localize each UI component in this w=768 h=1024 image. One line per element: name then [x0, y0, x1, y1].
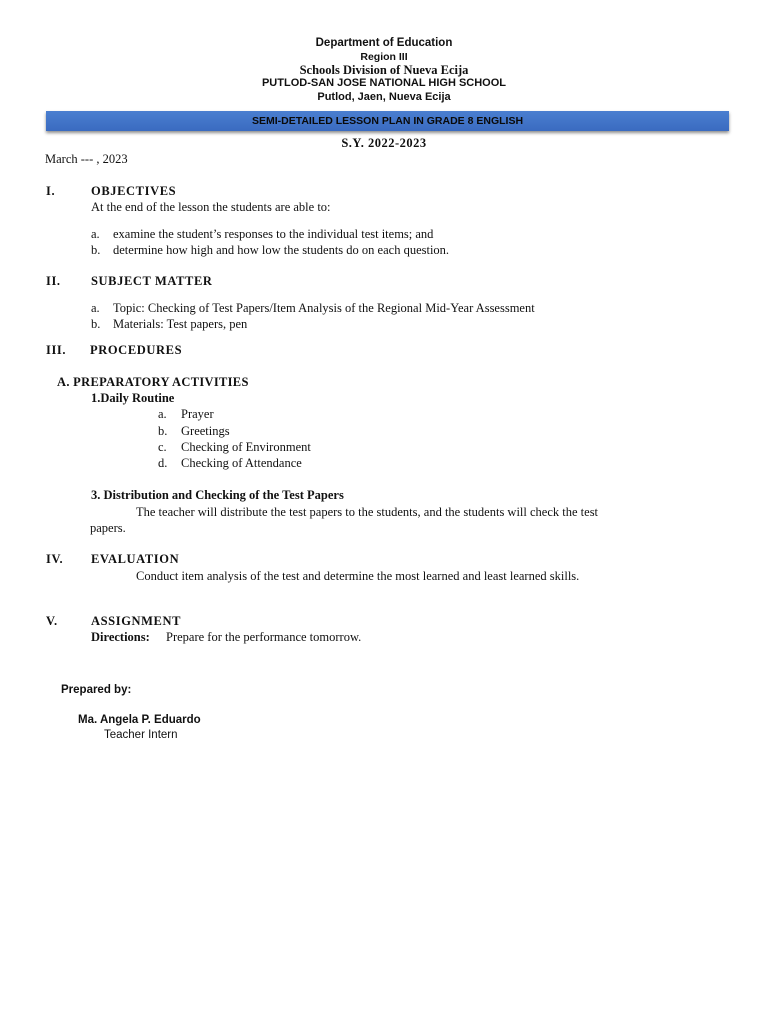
section-title-subject-matter: SUBJECT MATTER: [91, 274, 213, 288]
section-title-procedures: PROCEDURES: [90, 343, 183, 357]
lesson-date: March --- , 2023: [45, 152, 128, 166]
routine-item: Prayer: [181, 407, 214, 421]
section-numeral-evaluation: IV.: [46, 552, 64, 566]
evaluation-text: Conduct item analysis of the test and determine the most learned and least learned skills.: [136, 569, 580, 583]
division-name: Schools Division of Nueva Ecija: [299, 63, 469, 77]
objective-item: determine how high and how low the students do on each question.: [113, 243, 450, 257]
routine-marker: d.: [158, 456, 168, 470]
subject-materials: Materials: Test papers, pen: [113, 317, 248, 331]
directions-text: Prepare for the performance tomorrow.: [166, 630, 362, 644]
school-name: PUTLOD-SAN JOSE NATIONAL HIGH SCHOOL: [261, 77, 507, 89]
region-name: Region III: [360, 51, 408, 63]
school-address: Putlod, Jaen, Nueva Ecija: [317, 91, 451, 103]
routine-marker: a.: [158, 407, 167, 421]
daily-routine-heading: 1.Daily Routine: [91, 391, 175, 405]
preparer-role: Teacher Intern: [104, 729, 178, 741]
section-title-objectives: OBJECTIVES: [91, 184, 177, 198]
objective-item: examine the student’s responses to the individual test items; and: [113, 227, 434, 241]
section-title-evaluation: EVALUATION: [91, 552, 180, 566]
section-numeral-procedures: III.: [46, 343, 67, 357]
department-name: Department of Education: [315, 37, 453, 49]
routine-item: Greetings: [181, 424, 230, 438]
routine-marker: c.: [158, 440, 167, 454]
objectives-intro: At the end of the lesson the students are able to:: [91, 200, 331, 214]
directions-label: Directions:: [91, 630, 150, 644]
objective-marker: b.: [91, 243, 101, 257]
section-title-assignment: ASSIGNMENT: [91, 614, 182, 628]
section-numeral-assignment: V.: [46, 614, 58, 628]
subject-marker: a.: [91, 301, 100, 315]
lesson-plan-banner: SEMI-DETAILED LESSON PLAN IN GRADE 8 ENGLISH: [46, 111, 729, 131]
section-numeral-subject-matter: II.: [46, 274, 61, 288]
subject-topic: Topic: Checking of Test Papers/Item Analysis of the Regional Mid-Year Assessment: [113, 301, 535, 315]
routine-item: Checking of Attendance: [181, 456, 302, 470]
distribution-text-continued: papers.: [90, 521, 126, 535]
objective-marker: a.: [91, 227, 100, 241]
distribution-heading: 3. Distribution and Checking of the Test Papers: [91, 488, 344, 502]
routine-item: Checking of Environment: [181, 440, 311, 454]
distribution-text: The teacher will distribute the test papers to the students, and the students will check the test: [136, 505, 599, 519]
subject-marker: b.: [91, 317, 101, 331]
section-numeral-objectives: I.: [46, 184, 56, 198]
prepared-by-label: Prepared by:: [61, 684, 132, 696]
preparatory-activities-heading: A. PREPARATORY ACTIVITIES: [57, 375, 249, 389]
routine-marker: b.: [158, 424, 168, 438]
preparer-name: Ma. Angela P. Eduardo: [78, 714, 201, 726]
school-year: S.Y. 2022-2023: [341, 136, 427, 150]
